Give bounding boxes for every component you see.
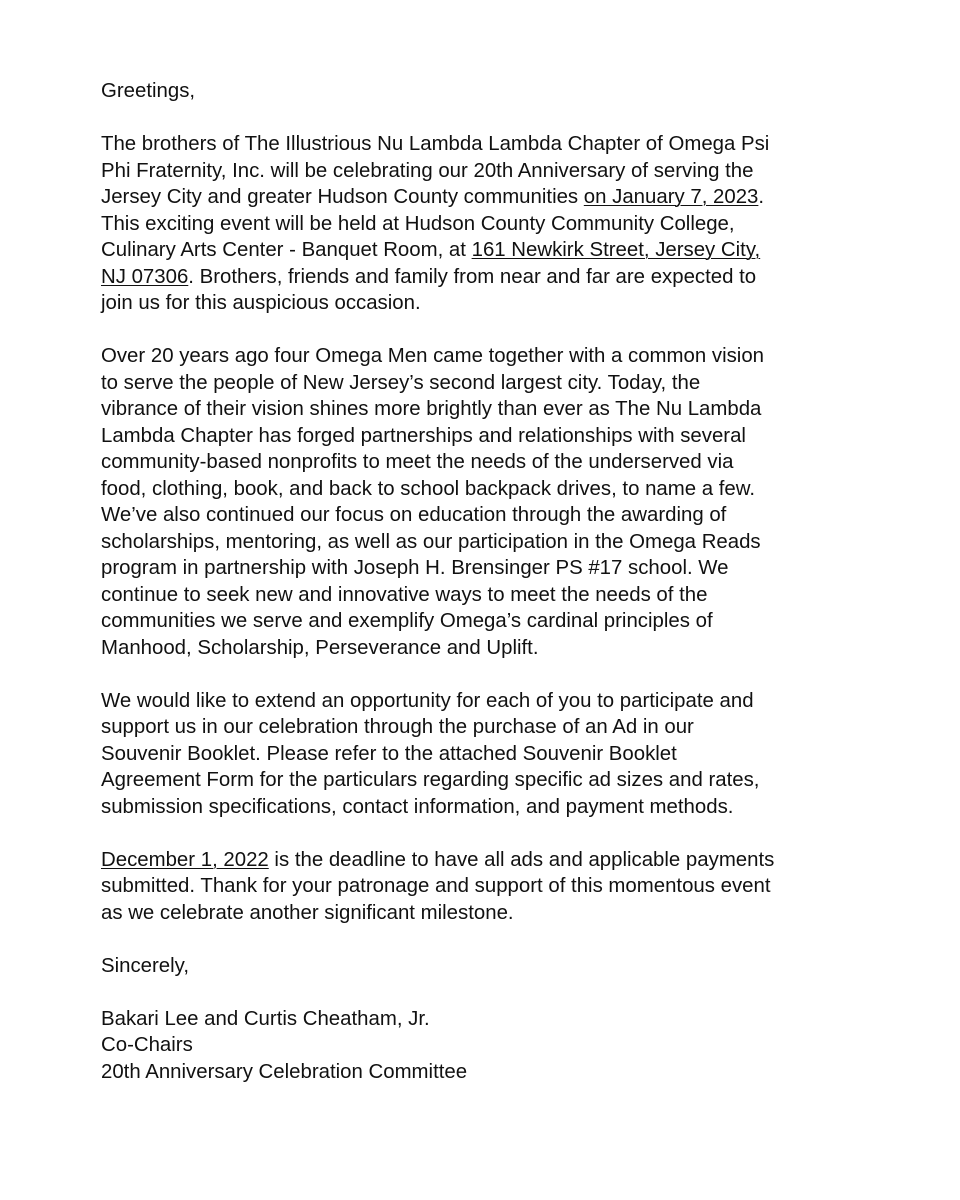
text-span: is the deadline to have all ads and applicable payments [268,848,775,871]
signatory-committee: 20th Anniversary Celebration Committee [101,1060,468,1083]
text-line: scholarships, mentoring, as well as our participation in the Omega Reads [101,530,761,553]
text-line: We’ve also continued our focus on education through the awarding of [101,504,727,526]
text-line [101,237,941,264]
signature-block [101,1006,941,1086]
paragraph-event-announcement [101,131,941,317]
deadline-date: December 1, 2022 [101,848,269,871]
text-line: communities we serve and exemplify Omega’s cardinal principles of [101,610,713,632]
text-span: Culinary Arts Center - Banquet Room, at [101,239,472,261]
text-line: Souvenir Booklet. Please refer to the attached Souvenir Booklet [101,742,677,765]
text-line: vibrance of their vision shines more brightly than ever as The Nu Lambda [101,398,762,420]
event-address-line1: 161 Newkirk Street, Jersey City, [471,239,761,261]
text-line: Over 20 years ago four Omega Men came together with a common vision [101,345,765,367]
text-line: food, clothing, book, and back to school backpack drives, to name a few. [101,477,756,500]
text-line: community-based nonprofits to meet the needs of the underserved via [101,451,734,473]
text-span: . [758,186,765,208]
letter-body [101,78,941,1085]
paragraph-chapter-history [101,343,941,661]
closing: Sincerely, [101,954,190,977]
text-line: The brothers of The Illustrious Nu Lambda Lambda Chapter of Omega Psi [101,133,770,155]
paragraph-deadline [101,847,941,927]
text-line: as we celebrate another significant milestone. [101,901,514,924]
text-line: Agreement Form for the particulars regarding specific ad sizes and rates, [101,769,760,791]
text-span: . Brothers, friends and family from near and far are expected to [188,265,757,288]
text-line [101,847,941,874]
event-date: on January 7, 2023 [583,186,759,208]
text-line: Lambda Chapter has forged partnerships and relationships with several [101,424,746,447]
text-line: submitted. Thank for your patronage and support of this momentous event [101,875,771,897]
signatory-role: Co-Chairs [101,1034,193,1056]
paragraph-ad-invitation [101,688,941,821]
text-line: This exciting event will be held at Hudson County Community College, [101,212,735,235]
signatory-names: Bakari Lee and Curtis Cheatham, Jr. [101,1007,430,1030]
text-line [101,264,941,291]
text-line: We would like to extend an opportunity for each of you to participate and [101,689,754,712]
text-line: Manhood, Scholarship, Perseverance and Uplift. [101,636,539,659]
text-line: Phi Fraternity, Inc. will be celebrating our 20th Anniversary of serving the [101,159,754,182]
text-line: support us in our celebration through the purchase of an Ad in our [101,716,694,738]
text-line: join us for this auspicious occasion. [101,292,421,314]
text-line: program in partnership with Joseph H. Brensinger PS #17 school. We [101,557,729,579]
text-line: continue to seek new and innovative ways to meet the needs of the [101,583,708,606]
event-address-line2: NJ 07306 [101,265,189,288]
text-line [101,184,941,211]
text-line: submission specifications, contact information, and payment methods. [101,795,734,818]
text-span: Jersey City and greater Hudson County communities [101,186,584,208]
greeting: Greetings, [101,80,196,102]
text-line: to serve the people of New Jersey’s second largest city. Today, the [101,371,701,394]
